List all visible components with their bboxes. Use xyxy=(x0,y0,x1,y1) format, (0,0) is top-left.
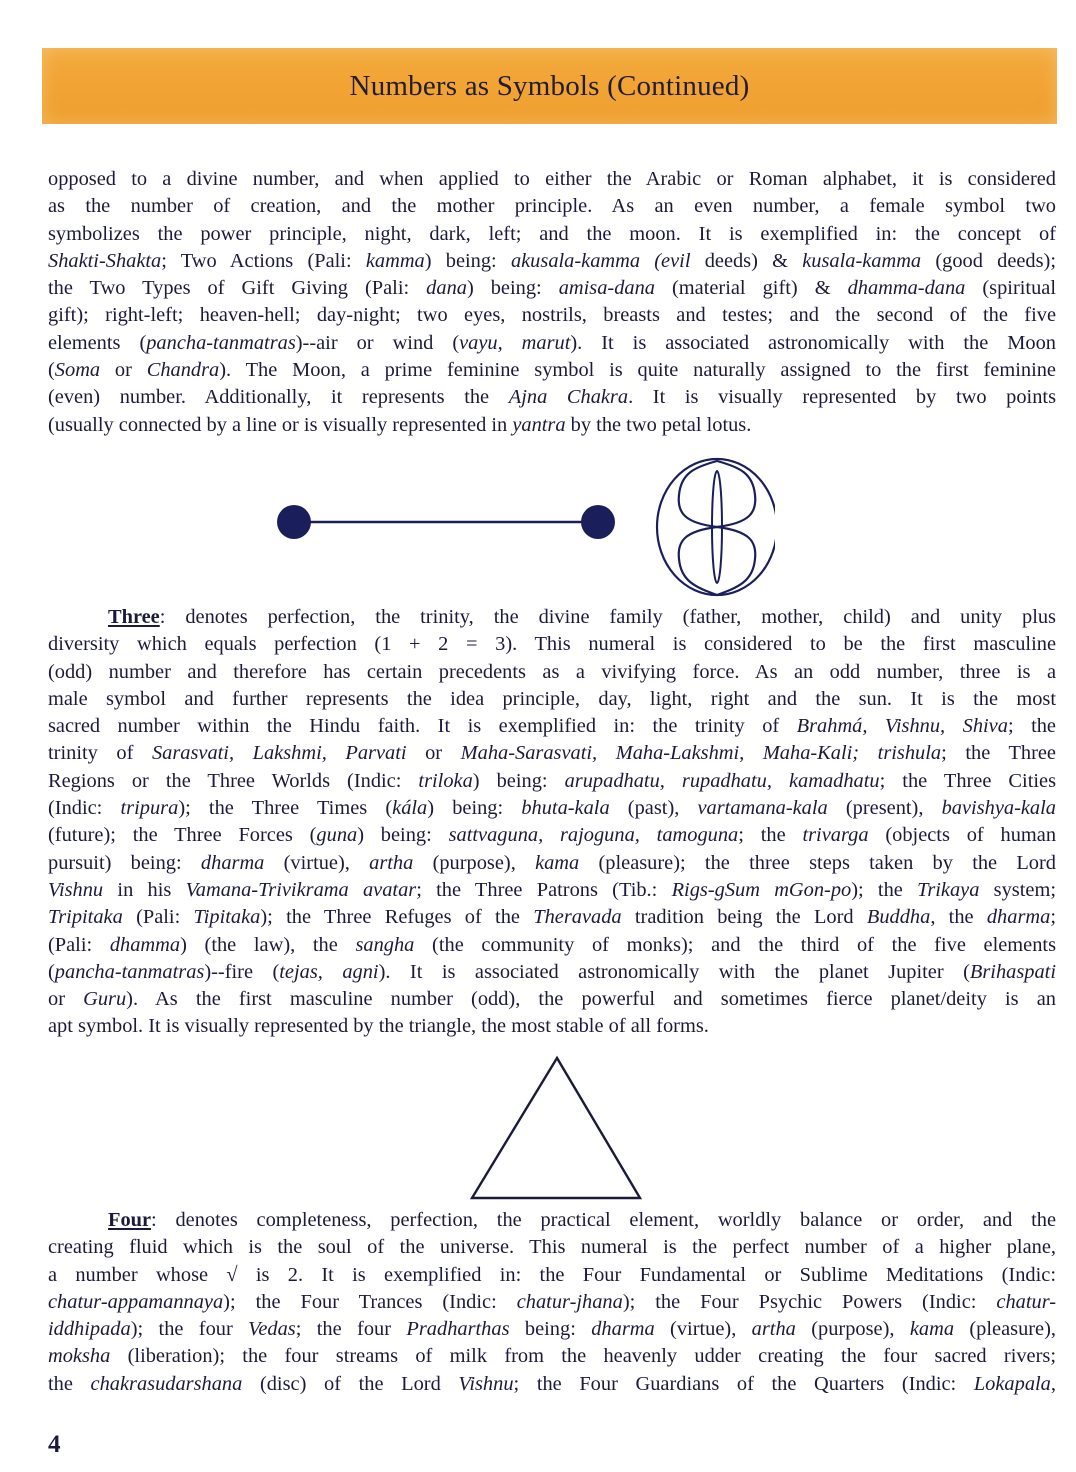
italic-term: yantra xyxy=(512,413,566,436)
italic-term: Pradharthas xyxy=(406,1318,510,1341)
text-run: opposed to a divine number, and when applied to either the Arabic or Roman alphabet, it is considered xyxy=(48,168,1056,190)
text-run: ) being: xyxy=(466,277,559,300)
italic-term: Shakti-Shakta xyxy=(48,249,162,272)
italic-term: Soma xyxy=(54,359,101,382)
text-line xyxy=(48,1343,1056,1370)
italic-term: Vedas xyxy=(248,1318,296,1341)
text-run: (Indic: xyxy=(48,797,121,820)
text-run: or xyxy=(48,988,84,1011)
text-run: ( xyxy=(48,960,55,983)
text-run: (past), xyxy=(609,797,698,820)
text-run: (purpose), xyxy=(795,1318,910,1341)
header-band xyxy=(42,48,1057,124)
text-run: (present), xyxy=(827,797,942,820)
text-run: ; the Four Guardians of the Quarters (Indic: xyxy=(513,1372,974,1395)
italic-term: Maha-Sarasvati, Maha-Lakshmi, Maha-Kali; trishula xyxy=(460,742,942,765)
italic-term: triloka xyxy=(418,769,473,792)
text-run: (liberation); the four streams of milk from the heavenly udder creating the four sacred rivers; xyxy=(110,1345,1056,1368)
italic-term: Vishnu xyxy=(48,878,104,901)
italic-term: pancha-tanmatras xyxy=(54,960,205,983)
italic-term: Vishnu xyxy=(458,1372,514,1395)
italic-term: Brahmá, Vishnu, Shiva xyxy=(796,715,1008,738)
text-line xyxy=(48,959,1056,986)
text-run: or xyxy=(406,742,461,765)
text-run: deeds) & xyxy=(690,249,803,272)
lotus-lower-petal xyxy=(679,527,756,595)
italic-term: artha xyxy=(369,851,414,874)
text-line xyxy=(48,604,1056,631)
text-line xyxy=(48,302,1056,329)
text-run: system; xyxy=(979,878,1056,901)
text-run: (virtue), xyxy=(264,851,370,874)
italic-term: kama xyxy=(909,1318,955,1341)
text-run: ); the four xyxy=(130,1318,249,1341)
italic-term: Buddha xyxy=(866,906,931,929)
italic-term: Guru xyxy=(83,988,127,1011)
text-line xyxy=(48,1234,1056,1261)
text-run: ; the four xyxy=(295,1318,407,1341)
italic-term: bavishya-kala xyxy=(941,797,1056,820)
page-number: 4 xyxy=(48,1431,61,1458)
text-run: the Two Types of Gift Giving (Pali: xyxy=(48,277,427,300)
text-run: (Pali: xyxy=(122,906,194,929)
text-run: gift); right-left; heaven-hell; day-night; two eyes, nostrils, breasts and testes; and the second of the five xyxy=(48,304,1056,327)
text-run: (even) number. Additionally, it represents the xyxy=(48,386,509,409)
italic-term: chakrasudarshana xyxy=(90,1372,243,1395)
text-line xyxy=(48,330,1056,357)
two-points-line-icon xyxy=(270,460,630,590)
point-right xyxy=(581,505,615,539)
text-run: (pleasure); the three steps taken by the Lord xyxy=(579,851,1056,874)
italic-term: sangha xyxy=(355,933,415,956)
text-run: )--fire ( xyxy=(204,960,280,983)
text-line xyxy=(48,1316,1056,1343)
italic-term: Vamana-Trivikrama avatar xyxy=(185,878,417,901)
text-run: elements ( xyxy=(48,331,147,354)
text-run: ; the Three Patrons (Tib.: xyxy=(416,878,672,901)
text-line xyxy=(48,221,1056,248)
text-line xyxy=(48,275,1056,302)
text-run: ); the Three Refuges of the xyxy=(260,906,534,929)
text-run: symbolizes the power principle, night, dark, left; and the moon. It is exemplified in: the concept of xyxy=(48,222,1056,245)
text-run: in his xyxy=(103,878,186,901)
italic-term: pancha-tanmatras xyxy=(146,331,296,354)
text-run: ) being: xyxy=(424,249,511,272)
text-run: ; the Three Cities xyxy=(879,769,1057,792)
page-title: Numbers as Symbols (Continued) xyxy=(349,70,750,102)
italic-term: guna xyxy=(316,824,358,847)
text-run: (objects of human xyxy=(868,824,1057,847)
italic-term: kusala-kamma xyxy=(802,249,922,272)
text-run: (good deeds); xyxy=(921,249,1057,272)
italic-term: kála xyxy=(392,797,428,820)
text-run: ) being: xyxy=(472,769,565,792)
italic-term: Rigs-gSum mGon-po xyxy=(671,878,852,901)
italic-term: tripura xyxy=(120,797,179,820)
italic-term: Trikaya xyxy=(917,878,980,901)
text-run: trinity of xyxy=(48,742,152,765)
italic-term: iddhipada xyxy=(48,1318,131,1341)
text-run: (Pali: xyxy=(48,933,110,956)
text-run: pursuit) being: xyxy=(48,851,201,874)
italic-term: akusala-kamma (evil xyxy=(510,249,691,272)
text-line xyxy=(48,1262,1056,1289)
text-line xyxy=(48,877,1056,904)
text-line xyxy=(48,740,1056,767)
text-line xyxy=(48,193,1056,220)
italic-term: artha xyxy=(751,1318,796,1341)
text-run: sacred number within the Hindu faith. It is exemplified in: the trinity of xyxy=(48,715,797,738)
text-line xyxy=(48,659,1056,686)
text-run: (usually connected by a line or is visually represented in xyxy=(48,413,513,436)
text-run: ). As the first masculine number (odd), the powerful and sometimes fierce planet/deity is an xyxy=(126,988,1056,1011)
text-run: ; the xyxy=(738,824,803,847)
italic-term: Chandra xyxy=(146,359,220,382)
italic-term: moksha xyxy=(48,1345,111,1368)
text-run: (future); the Three Forces ( xyxy=(48,824,317,847)
text-run: . It is visually represented by two points xyxy=(628,386,1057,409)
italic-term: Brihaspati xyxy=(969,960,1056,983)
italic-term: Tipitaka xyxy=(193,906,261,929)
text-line xyxy=(48,713,1056,740)
text-line xyxy=(48,1207,1056,1234)
text-run: ); the Four Trances (Indic: xyxy=(223,1290,517,1313)
text-line xyxy=(48,248,1056,275)
italic-term: Theravada xyxy=(533,906,622,929)
text-line xyxy=(48,412,1056,439)
text-line xyxy=(48,631,1056,658)
text-run: being: xyxy=(509,1318,592,1341)
italic-term: amisa-dana xyxy=(558,277,656,300)
italic-term: dana xyxy=(426,277,467,300)
text-run: (pleasure), xyxy=(954,1318,1056,1341)
section-heading: Three xyxy=(108,606,160,628)
italic-term: Lokapala xyxy=(973,1372,1051,1395)
text-run: ). It is associated astronomically with the Moon xyxy=(570,331,1056,354)
italic-term: bhuta-kala xyxy=(521,797,610,820)
text-run: as the number of creation, and the mother principle. As an even number, a female symbol two xyxy=(48,195,1056,218)
text-line xyxy=(48,1371,1056,1398)
italic-term: kama xyxy=(535,851,580,874)
text-run: : denotes completeness, perfection, the practical element, worldly balance or order, and the xyxy=(151,1209,1056,1231)
text-run: ; the xyxy=(1007,715,1056,738)
text-run: diversity which equals perfection (1 + 2 = 3). This numeral is considered to be the first masculine xyxy=(48,633,1056,656)
text-run: a number whose √ is 2. It is exemplified in: the Four Fundamental or Sublime Meditations (Indic: xyxy=(48,1263,1056,1286)
text-run: ); the Four Psychic Powers (Indic: xyxy=(622,1290,997,1313)
italic-term: chatur-jhana xyxy=(516,1290,623,1313)
triangle-icon xyxy=(462,1052,652,1204)
italic-term: sattvaguna, rajoguna, tamoguna xyxy=(448,824,739,847)
text-run: : denotes perfection, the trinity, the divine family (father, mother, child) and unity plus xyxy=(159,606,1056,628)
text-run: by the two petal lotus. xyxy=(565,413,752,436)
text-line xyxy=(48,357,1056,384)
text-run: ; Two Actions (Pali: xyxy=(161,249,366,272)
two-petal-lotus-yantra-icon xyxy=(655,455,775,605)
text-run: apt symbol. It is visually represented by the triangle, the most stable of all forms. xyxy=(48,1015,709,1038)
italic-term: trivarga xyxy=(802,824,869,847)
text-run: creating fluid which is the soul of the universe. This numeral is the perfect number of a higher plane, xyxy=(48,1236,1056,1259)
text-run: ) (the law), the xyxy=(180,933,356,956)
italic-term: kamma xyxy=(365,249,425,272)
italic-term: Sarasvati, Lakshmi, Parvati xyxy=(151,742,407,765)
text-run: (virtue), xyxy=(654,1318,752,1341)
text-line xyxy=(48,850,1056,877)
italic-term: dharma xyxy=(200,851,265,874)
text-run: ) being: xyxy=(357,824,449,847)
text-run: , xyxy=(1050,1372,1056,1395)
text-run: male symbol and further represents the idea principle, day, light, right and the sun. It is the most xyxy=(48,687,1056,710)
text-line xyxy=(48,1289,1056,1316)
text-run: ); the Three Times ( xyxy=(178,797,393,820)
text-line xyxy=(48,166,1056,193)
text-run: or xyxy=(100,359,147,382)
italic-term: dharma xyxy=(986,906,1051,929)
text-line xyxy=(48,686,1056,713)
text-run: tradition being the Lord xyxy=(621,906,867,929)
italic-term: dhamma-dana xyxy=(847,277,966,300)
text-run: ( xyxy=(48,359,55,382)
text-run: (the community of monks); and the third of the five elements xyxy=(414,933,1057,956)
text-line xyxy=(48,384,1056,411)
italic-term: vartamana-kala xyxy=(697,797,828,820)
text-line xyxy=(48,1013,1056,1040)
text-run: ). It is associated astronomically with the planet Jupiter ( xyxy=(378,960,970,983)
italic-term: Ajna Chakra xyxy=(508,386,629,409)
text-line xyxy=(48,795,1056,822)
italic-term: chatur- xyxy=(996,1290,1057,1313)
text-line xyxy=(48,904,1056,931)
text-run: Regions or the Three Worlds (Indic: xyxy=(48,769,419,792)
paragraph-three xyxy=(48,604,1056,1041)
text-run: ) being: xyxy=(427,797,522,820)
text-line xyxy=(48,932,1056,959)
text-run: (purpose), xyxy=(413,851,536,874)
point-left xyxy=(277,505,311,539)
text-run: (spiritual xyxy=(965,277,1057,300)
italic-term: Tripitaka xyxy=(48,906,123,929)
text-line xyxy=(48,822,1056,849)
italic-term: chatur-appamannaya xyxy=(48,1290,224,1313)
italic-term: arupadhatu, rupadhatu, kamadhatu xyxy=(564,769,880,792)
text-run: the xyxy=(48,1372,91,1395)
text-run: ). The Moon, a prime feminine symbol is quite naturally assigned to the first feminine xyxy=(219,359,1056,382)
paragraph-four xyxy=(48,1207,1056,1398)
text-run: (disc) of the Lord xyxy=(242,1372,459,1395)
italic-term: vayu, marut xyxy=(459,331,571,354)
text-line xyxy=(48,768,1056,795)
italic-term: dhamma xyxy=(109,933,181,956)
text-run: (material gift) & xyxy=(655,277,848,300)
text-run: (odd) number and therefore has certain precedents as a vivifying force. As an odd number, three is a xyxy=(48,660,1056,683)
paragraph-two-continued xyxy=(48,166,1056,439)
text-line xyxy=(48,986,1056,1013)
text-run: ; xyxy=(1050,906,1056,929)
text-run: , the xyxy=(930,906,987,929)
text-run: )--air or wind ( xyxy=(295,331,460,354)
section-heading: Four xyxy=(108,1209,152,1231)
italic-term: dharma xyxy=(591,1318,655,1341)
text-run: ; the Three xyxy=(941,742,1056,765)
italic-term: tejas, agni xyxy=(279,960,379,983)
text-run: ); the xyxy=(851,878,918,901)
triangle-shape xyxy=(472,1058,640,1198)
